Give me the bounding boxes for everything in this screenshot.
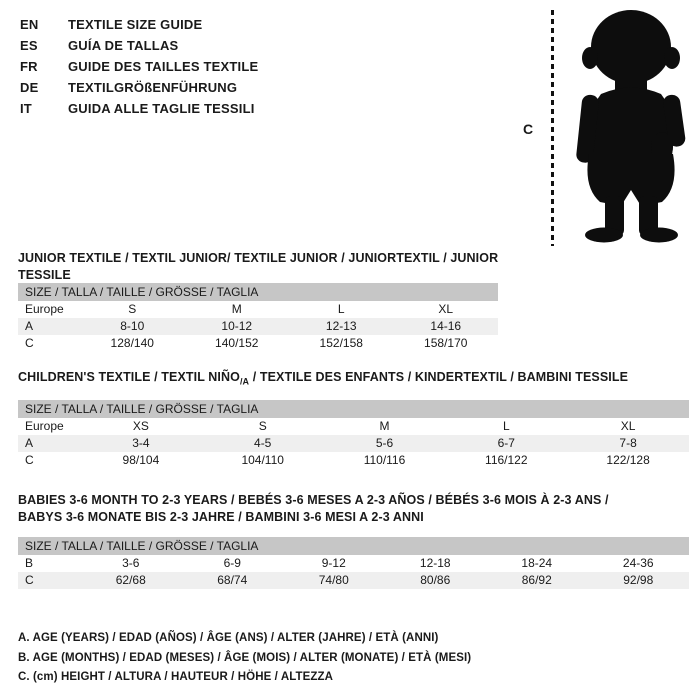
height-cell: 62/68 — [80, 572, 182, 589]
footnotes — [18, 629, 471, 688]
language-row-de — [20, 77, 258, 98]
row-label: A — [18, 318, 80, 335]
height-cell: 158/170 — [424, 336, 468, 350]
children-title-post: / TEXTILE DES ENFANTS / KINDERTEXTIL / BAMBINI TESSILE — [249, 370, 629, 384]
age-cell: 24-36 — [622, 556, 654, 570]
age-cell: 4-5 — [202, 435, 324, 452]
language-title: GUIDE DES TAILLES TEXTILE — [68, 59, 259, 74]
height-cell: 92/98 — [588, 572, 690, 589]
row-label: A — [18, 435, 80, 452]
row-label: Europe — [25, 419, 64, 433]
language-code: EN — [20, 17, 39, 32]
language-code: IT — [20, 101, 32, 116]
age-cell: 3-4 — [80, 435, 202, 452]
size-cell: XL — [620, 419, 636, 433]
size-header-bar: SIZE / TALLA / TAILLE / GRÖSSE / TAGLIA — [18, 400, 689, 418]
table-row — [18, 435, 689, 452]
size-cell: XL — [438, 302, 454, 316]
junior-size-table — [18, 283, 498, 352]
height-cell: 74/80 — [283, 572, 385, 589]
babies-title-line1: BABIES 3-6 MONTH TO 2-3 YEARS / BEBÉS 3-6 MESES A 2-3 AÑOS / BÉBÉS 3-6 MOIS À 2-3 ANS / — [18, 493, 609, 507]
size-cell: S — [258, 419, 267, 433]
language-row-es — [20, 35, 258, 56]
size-cell: S — [128, 302, 137, 316]
age-cell: 8-10 — [80, 318, 185, 335]
children-section-title — [18, 369, 638, 391]
table-row — [18, 318, 498, 335]
age-cell: 6-7 — [445, 435, 567, 452]
row-label: C — [25, 336, 34, 350]
language-code: FR — [20, 59, 38, 74]
language-code: DE — [20, 80, 39, 95]
age-cell: 14-16 — [394, 318, 499, 335]
babies-section-title — [18, 492, 618, 526]
age-cell: 7-8 — [567, 435, 689, 452]
table-row — [18, 555, 689, 572]
footnote-a: A. AGE (YEARS) / EDAD (AÑOS) / ÂGE (ANS) / ALTER (JAHRE) / ETÀ (ANNI) — [18, 632, 439, 644]
table-row — [18, 335, 498, 352]
age-cell: 12-13 — [289, 318, 394, 335]
row-label: Europe — [25, 302, 64, 316]
language-row-it — [20, 98, 258, 119]
height-cell: 86/92 — [486, 572, 588, 589]
height-cell: 128/140 — [110, 336, 154, 350]
language-title: GUIDA ALLE TAGLIE TESSILI — [68, 101, 255, 116]
table-row — [18, 452, 689, 469]
table-row — [18, 572, 689, 589]
children-size-table — [18, 400, 689, 469]
age-cell: 18-24 — [521, 556, 553, 570]
height-cell: 104/110 — [241, 453, 284, 467]
children-title-sub: /A — [239, 376, 250, 387]
size-header-bar: SIZE / TALLA / TAILLE / GRÖSSE / TAGLIA — [18, 283, 498, 301]
language-title: TEXTILE SIZE GUIDE — [68, 17, 203, 32]
toddler-silhouette-image — [565, 6, 697, 244]
language-list — [20, 14, 258, 119]
age-cell: 10-12 — [185, 318, 290, 335]
size-cell: M — [231, 302, 242, 316]
language-row-en — [20, 14, 258, 35]
language-title: GUÍA DE TALLAS — [68, 38, 179, 53]
height-cell: 122/128 — [606, 453, 650, 467]
height-cell: 98/104 — [122, 453, 160, 467]
language-title: TEXTILGRÖßENFÜHRUNG — [68, 80, 238, 95]
row-label: C — [25, 453, 34, 467]
age-cell: 12-18 — [419, 556, 451, 570]
row-label: B — [25, 556, 34, 570]
height-cell: 152/158 — [319, 336, 363, 350]
table-row — [18, 301, 498, 318]
junior-section-title: JUNIOR TEXTILE / TEXTIL JUNIOR/ TEXTILE JUNIOR / JUNIORTEXTIL / JUNIOR TESSILE — [18, 251, 499, 282]
height-cell: 116/122 — [485, 453, 528, 467]
age-cell: 9-12 — [321, 556, 346, 570]
children-title-pre: CHILDREN'S TEXTILE / TEXTIL NIÑO — [18, 370, 240, 384]
height-measure-line — [551, 10, 554, 246]
footnote-c: C. (cm) HEIGHT / ALTURA / HAUTEUR / HÖHE / ALTEZZA — [18, 671, 334, 683]
size-header-bar: SIZE / TALLA / TAILLE / GRÖSSE / TAGLIA — [18, 537, 689, 555]
age-cell: 3-6 — [122, 556, 140, 570]
height-cell: 80/86 — [385, 572, 487, 589]
babies-title-line2: BABYS 3-6 MONATE BIS 2-3 JAHRE / BAMBINI 3-6 MESI A 2-3 ANNI — [18, 510, 424, 524]
age-cell: 6-9 — [223, 556, 241, 570]
height-cell: 110/116 — [363, 453, 406, 467]
height-cell: 140/152 — [215, 336, 259, 350]
table-row — [18, 418, 689, 435]
size-cell: XS — [132, 419, 149, 433]
size-cell: M — [379, 419, 390, 433]
height-measure-label: C — [523, 121, 534, 137]
language-code: ES — [20, 38, 38, 53]
babies-size-table — [18, 537, 689, 589]
size-cell: L — [502, 419, 510, 433]
age-cell: 5-6 — [324, 435, 446, 452]
size-cell: L — [337, 302, 345, 316]
row-label: C — [18, 572, 80, 589]
language-row-fr — [20, 56, 258, 77]
footnote-b: B. AGE (MONTHS) / EDAD (MESES) / ÂGE (MOIS) / ALTER (MONATE) / ETÀ (MESI) — [18, 651, 472, 664]
height-cell: 68/74 — [182, 572, 284, 589]
